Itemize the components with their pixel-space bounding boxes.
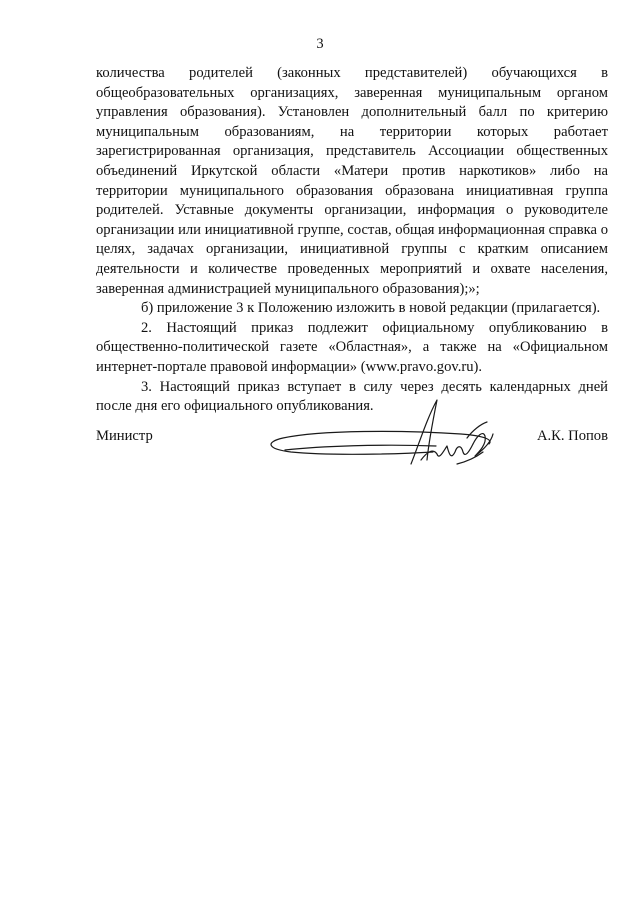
signature-block	[96, 424, 608, 484]
page-number: 3	[316, 36, 324, 52]
handwritten-signature	[261, 394, 521, 484]
paragraph-item-3: 3. Настоящий приказ вступает в силу через десять календарных дней после дня его официального опубликования.	[96, 378, 608, 415]
paragraph-continuation: количества родителей (законных представителей) обучающихся в общеобразовательных организациях, заверенная муниципальным органом управления образования). Установлен дополнительный балл по критерию муниципальным образованиям, на территории которых работает зарегистрированная организация, представитель Ассоциации общественных объединений Иркутской области «Матери против наркотиков» либо на территории муниципального образования образована инициативная группа родителей. Уставные документы организации, информация о руководителе организации или инициативной группе, состав, общая информационная справка о целях, задачах организации, инициативной группы с кратким описанием деятельности и количестве проведенных мероприятий и охвате населения, заверенная администрацией муниципального образования);»;	[96, 65, 608, 297]
signer-position: Министр	[96, 428, 153, 444]
signer-name: А.К. Попов	[536, 428, 608, 444]
document-body	[96, 64, 608, 417]
paragraph-item-b: б) приложение 3 к Положению изложить в новой редакции (прилагается).	[141, 300, 601, 317]
paragraph-item-2: 2. Настоящий приказ подлежит официальному опубликованию в общественно-политической газете «Областная», а также на «Официальном интернет-портале правовой информации» (www.pravo.gov.ru).	[96, 319, 608, 375]
